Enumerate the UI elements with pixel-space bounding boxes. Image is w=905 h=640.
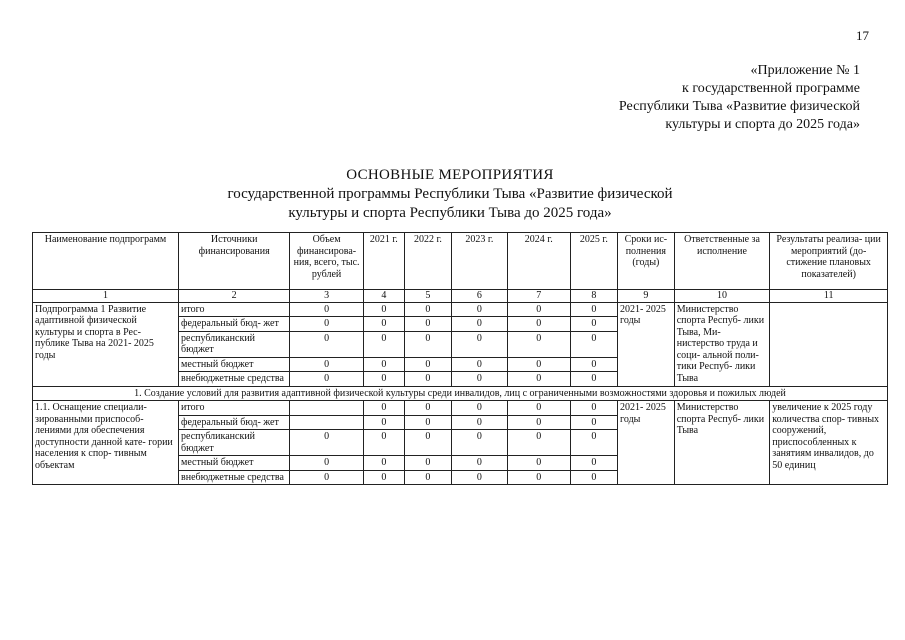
funding-source: итого — [179, 401, 290, 416]
activity-name: 1.1. Оснащение специали- зированными приспособ- лениями для обеспечения доступности данной кате- гории населения к спор- тивным объектам — [33, 401, 179, 485]
year-cell: 0 — [452, 401, 508, 416]
appendix-line: Республики Тыва «Развитие физической — [618, 99, 860, 114]
year-cell: 0 — [363, 357, 404, 372]
year-cell: 0 — [507, 302, 570, 317]
activities-table — [32, 232, 888, 485]
period-cell: 2021- 2025 годы — [618, 401, 675, 485]
header-cell: 2025 г. — [570, 233, 617, 290]
table-row — [33, 401, 888, 416]
year-cell: 0 — [404, 456, 451, 471]
year-cell: 0 — [452, 357, 508, 372]
appendix-line: «Приложение № 1 — [750, 63, 860, 78]
funding-source: федеральный бюд- жет — [179, 317, 290, 332]
column-number: 10 — [674, 290, 770, 303]
year-cell: 0 — [452, 470, 508, 485]
column-number: 9 — [618, 290, 675, 303]
total-cell: 0 — [290, 430, 364, 456]
year-cell: 0 — [404, 430, 451, 456]
year-cell: 0 — [452, 456, 508, 471]
responsible-cell: Министерство спорта Респуб- лики Тыва — [674, 401, 770, 485]
year-cell: 0 — [507, 456, 570, 471]
appendix-heading — [560, 62, 860, 134]
year-cell: 0 — [363, 456, 404, 471]
total-cell: 0 — [290, 456, 364, 471]
table-row — [33, 302, 888, 317]
total-cell: 0 — [290, 470, 364, 485]
year-cell: 0 — [363, 302, 404, 317]
column-number: 5 — [404, 290, 451, 303]
funding-source: итого — [179, 302, 290, 317]
year-cell: 0 — [363, 317, 404, 332]
year-cell: 0 — [570, 317, 617, 332]
year-cell: 0 — [363, 372, 404, 387]
year-cell: 0 — [363, 430, 404, 456]
year-cell: 0 — [404, 415, 451, 430]
funding-source: республиканский бюджет — [179, 331, 290, 357]
year-cell: 0 — [363, 470, 404, 485]
document-title — [160, 166, 740, 223]
result-cell: увеличение к 2025 году количества спор- тивных сооружений, приспособленных к занятиям инвалидов, до 50 единиц — [770, 401, 888, 485]
year-cell: 0 — [404, 470, 451, 485]
header-cell: Результаты реализа- ции мероприятий (до- стижение плановых показателей) — [770, 233, 888, 290]
page-number: 17 — [856, 28, 869, 43]
title-line: ОСНОВНЫЕ МЕРОПРИЯТИЯ — [346, 167, 554, 183]
year-cell: 0 — [507, 401, 570, 416]
column-number-row — [33, 290, 888, 303]
year-cell: 0 — [452, 302, 508, 317]
year-cell: 0 — [507, 372, 570, 387]
year-cell: 0 — [570, 456, 617, 471]
header-cell: 2021 г. — [363, 233, 404, 290]
year-cell: 0 — [570, 331, 617, 357]
year-cell: 0 — [363, 331, 404, 357]
total-cell: 0 — [290, 357, 364, 372]
year-cell: 0 — [507, 331, 570, 357]
appendix-line: к государственной программе — [682, 81, 860, 96]
year-cell: 0 — [570, 415, 617, 430]
column-number: 4 — [363, 290, 404, 303]
year-cell: 0 — [404, 302, 451, 317]
year-cell: 0 — [363, 401, 404, 416]
year-cell: 0 — [452, 331, 508, 357]
year-cell: 0 — [452, 372, 508, 387]
header-cell: Сроки ис- полнения (годы) — [618, 233, 675, 290]
year-cell: 0 — [404, 317, 451, 332]
header-cell: Источники финансирования — [179, 233, 290, 290]
section-heading: 1. Создание условий для развития адаптивной физической культуры среди инвалидов, лиц с ограниченными возможностями здоровья и пожилых людей — [33, 386, 888, 401]
year-cell: 0 — [570, 302, 617, 317]
year-cell: 0 — [507, 430, 570, 456]
funding-source: внебюджетные средства — [179, 372, 290, 387]
total-cell: 0 — [290, 302, 364, 317]
column-number: 2 — [179, 290, 290, 303]
appendix-line: культуры и спорта до 2025 года» — [665, 117, 860, 132]
column-number: 7 — [507, 290, 570, 303]
year-cell: 0 — [507, 357, 570, 372]
funding-source: республиканский бюджет — [179, 430, 290, 456]
header-cell: Объем финансирова- ния, всего, тыс. рублей — [290, 233, 364, 290]
column-number: 1 — [33, 290, 179, 303]
section-heading-row — [33, 386, 888, 401]
subprogram-name: Подпрограмма 1 Развитие адаптивной физической культуры и спорта в Рес- публике Тыва на 2021- 2025 годы — [33, 302, 179, 386]
year-cell: 0 — [452, 415, 508, 430]
funding-source: местный бюджет — [179, 456, 290, 471]
year-cell: 0 — [404, 401, 451, 416]
period-cell: 2021- 2025 годы — [618, 302, 675, 386]
column-number: 8 — [570, 290, 617, 303]
funding-source: федеральный бюд- жет — [179, 415, 290, 430]
header-cell: Ответственные за исполнение — [674, 233, 770, 290]
year-cell: 0 — [363, 415, 404, 430]
result-cell — [770, 302, 888, 386]
year-cell: 0 — [507, 415, 570, 430]
column-number: 3 — [290, 290, 364, 303]
funding-source: местный бюджет — [179, 357, 290, 372]
header-cell: 2022 г. — [404, 233, 451, 290]
column-number: 6 — [452, 290, 508, 303]
total-cell — [290, 415, 364, 430]
year-cell: 0 — [570, 357, 617, 372]
title-line: культуры и спорта Республики Тыва до 2025 года» — [288, 205, 612, 221]
year-cell: 0 — [507, 470, 570, 485]
title-line: государственной программы Республики Тыва «Развитие физической — [227, 186, 673, 202]
responsible-cell: Министерство спорта Респуб- лики Тыва, Ми- нистерство труда и соци- альной поли- тики Респуб- лики Тыва — [674, 302, 770, 386]
table-header-row — [33, 233, 888, 290]
year-cell: 0 — [570, 401, 617, 416]
header-cell: 2023 г. — [452, 233, 508, 290]
header-cell: Наименование подпрограмм — [33, 233, 179, 290]
year-cell: 0 — [404, 357, 451, 372]
year-cell: 0 — [404, 372, 451, 387]
total-cell: 0 — [290, 317, 364, 332]
header-cell: 2024 г. — [507, 233, 570, 290]
total-cell — [290, 401, 364, 416]
total-cell: 0 — [290, 372, 364, 387]
year-cell: 0 — [570, 470, 617, 485]
funding-source: внебюджетные средства — [179, 470, 290, 485]
year-cell: 0 — [404, 331, 451, 357]
year-cell: 0 — [507, 317, 570, 332]
year-cell: 0 — [452, 317, 508, 332]
total-cell: 0 — [290, 331, 364, 357]
year-cell: 0 — [570, 372, 617, 387]
column-number: 11 — [770, 290, 888, 303]
year-cell: 0 — [570, 430, 617, 456]
year-cell: 0 — [452, 430, 508, 456]
